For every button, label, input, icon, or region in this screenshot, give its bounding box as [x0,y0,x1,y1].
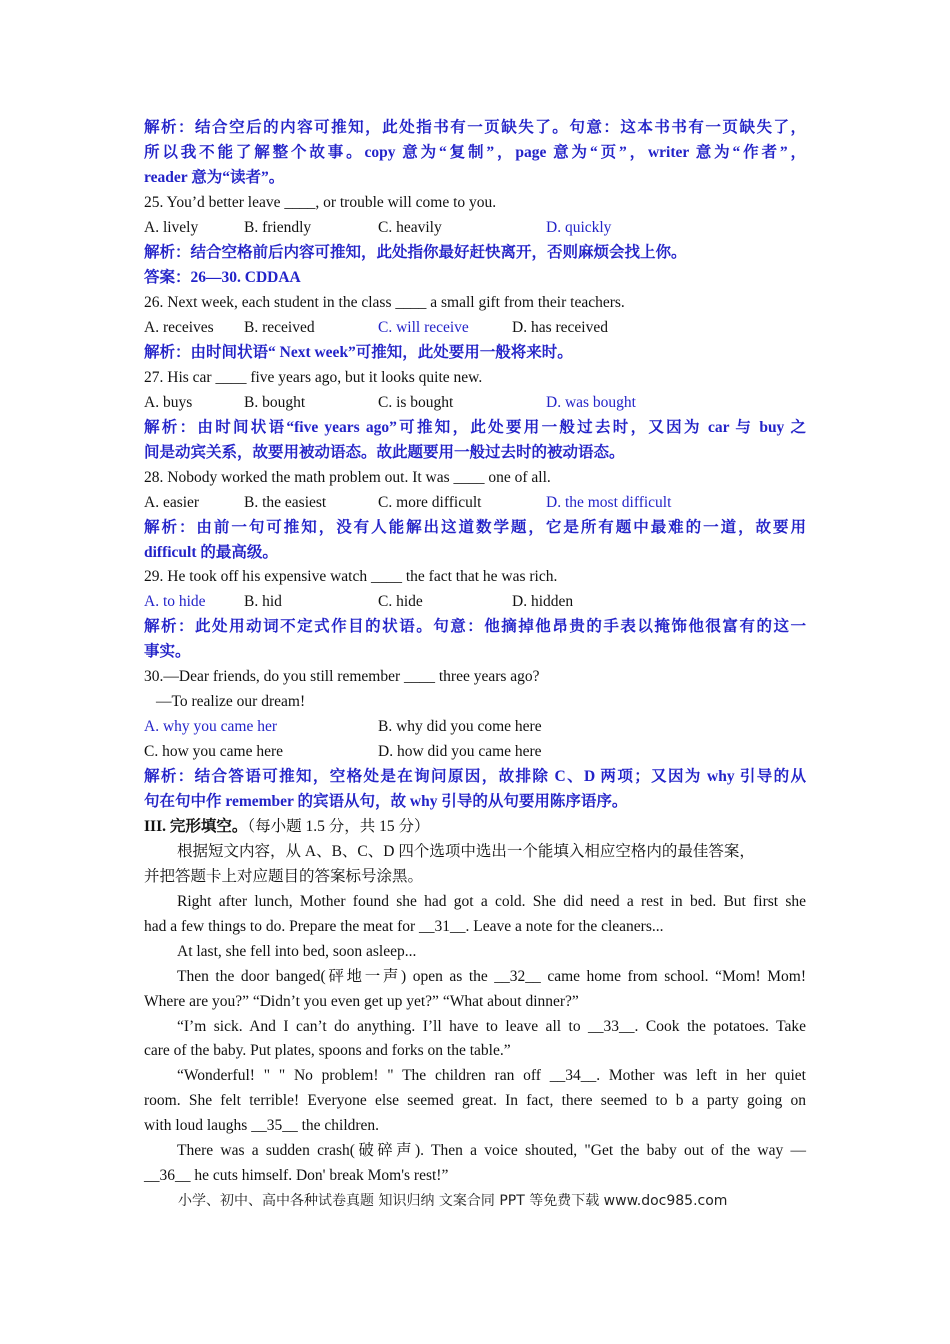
option-a-answer: A. to hide [144,593,206,610]
explanation-27-line1: 解析：由时间状语“five years ago”可推知，此处要用一般过去时，又因为 car 与 buy 之 [144,419,806,436]
question-25-options [144,218,806,238]
explanation-25: 解析：结合空格前后内容可推知，此处指你最好赶快离开，否则麻烦会找上你。 [144,244,687,261]
section-3-instruction-line1: 根据短文内容，从 A、B、C、D 四个选项中选出一个能填入相应空格内的最佳答案， [177,843,755,860]
question-27: 27. His car ____ five years ago, but it looks quite new. [144,369,483,386]
section-3-instruction-line2: 并把答题卡上对应题目的答案标号涂黑。 [144,868,424,885]
section-3-title: III. 完形填空。 [144,818,248,835]
option-b: B. the easiest [244,494,327,511]
option-b: B. bought [244,394,306,411]
question-28: 28. Nobody worked the math problem out. It was ____ one of all. [144,469,551,486]
option-c: C. how you came here [144,743,284,760]
passage-p5-line2: room. She felt terrible! Everyone else seemed great. In fact, there seemed to b a party going on [144,1092,806,1109]
question-26: 26. Next week, each student in the class ____ a small gift from their teachers. [144,294,625,311]
option-c: C. is bought [378,394,454,411]
passage-p1-line1: Right after lunch, Mother found she had got a cold. She did need a rest in bed. But first she [177,893,806,910]
passage-p3-line1: Then the door banged(砰地一声) open as the __32__ came home from school. “Mom! Mom! [177,968,806,985]
explanation-24-line2: 所以我不能了解整个故事。copy 意为“复制”，page 意为“页”，writer 意为“作者”， [144,144,806,161]
question-30-options-row1 [144,717,806,737]
passage-p3-line2: Where are you?” “Didn’t you even get up yet?” “What about dinner?” [144,993,579,1010]
option-b: B. hid [244,593,282,610]
passage-p5-line1: “Wonderful! " " No problem! " The children ran off __34__. Mother was left in her quiet [177,1067,806,1084]
passage-p4-line2: care of the baby. Put plates, spoons and forks on the table.” [144,1042,511,1059]
explanation-27-line2: 间是动宾关系，故要用被动语态。故此题要用一般过去时的被动语态。 [144,444,625,461]
option-d: D. hidden [512,593,574,610]
passage-p5-line3: with loud laughs __35__ the children. [144,1117,380,1134]
question-26-options [144,318,806,338]
option-b: B. why did you come here [378,718,542,735]
section-3-heading [144,817,430,837]
question-28-options [144,493,806,513]
option-a-answer: A. why you came her [144,718,277,735]
question-25: 25. You’d better leave ____, or trouble will come to you. [144,194,497,211]
explanation-30-line2: 句在句中作 remember 的宾语从句，故 why 引导的从句要用陈序语序。 [144,793,628,810]
option-d-answer: D. quickly [546,219,612,236]
option-d-answer: D. was bought [546,394,636,411]
explanation-24-line1: 解析：结合空后的内容可推知，此处指书有一页缺失了。句意：这本书书有一页缺失了， [144,119,806,136]
option-d: D. has received [512,319,608,336]
question-29-options [144,592,806,612]
answer-key: 答案：26—30. CDDAA [144,269,301,286]
option-a: A. lively [144,219,199,236]
passage-p6-line2: __36__ he cuts himself. Don' break Mom's rest!” [144,1167,449,1184]
option-c: C. heavily [378,219,442,236]
explanation-29-line1: 解析：此处用动词不定式作目的状语。句意：他摘掉他昂贵的手表以掩饰他很富有的这一 [144,618,806,635]
explanation-30-line1: 解析：结合答语可推知，空格处是在询问原因，故排除 C、D 两项；又因为 why 引导的从 [144,768,806,785]
question-30: 30.—Dear friends, do you still remember ____ three years ago? [144,668,540,685]
explanation-26: 解析：由时间状语“ Next week”可推知，此处要用一般将来时。 [144,344,573,361]
question-27-options [144,393,806,413]
explanation-28-line1: 解析：由前一句可推知，没有人能解出这道数学题，它是所有题中最难的一道，故要用 [144,519,806,536]
option-a: A. easier [144,494,200,511]
page-footer: 小学、初中、高中各种试卷真题 知识归纳 文案合同 PPT 等免费下载 www.doc985.com [178,1193,728,1209]
question-30-reply: —To realize our dream! [156,693,306,710]
option-d: D. how did you came here [378,743,542,760]
explanation-24-line3: reader 意为“读者”。 [144,169,285,186]
option-c: C. hide [378,593,423,610]
passage-p6-line1: There was a sudden crash(破碎声). Then a voice shouted, "Get the baby out of the way — [177,1142,806,1159]
option-c-answer: C. will receive [378,319,469,336]
passage-p4-line1: “I’m sick. And I can’t do anything. I’ll have to leave all to __33__. Cook the potatoes. Take [177,1018,806,1035]
passage-p2: At last, she fell into bed, soon asleep... [177,943,417,960]
question-30-options-row2 [144,742,806,762]
option-a: A. receives [144,319,214,336]
section-3-score: （每小题 1.5 分，共 15 分） [247,818,430,835]
option-d-answer: D. the most difficult [546,494,672,511]
option-b: B. friendly [244,219,312,236]
question-29: 29. He took off his expensive watch ____ the fact that he was rich. [144,568,558,585]
option-a: A. buys [144,394,193,411]
explanation-28-line2: difficult 的最高级。 [144,544,278,561]
explanation-29-line2: 事实。 [144,643,191,660]
passage-p1-line2: had a few things to do. Prepare the meat for __31__. Leave a note for the cleaners... [144,918,664,935]
option-b: B. received [244,319,315,336]
option-c: C. more difficult [378,494,482,511]
